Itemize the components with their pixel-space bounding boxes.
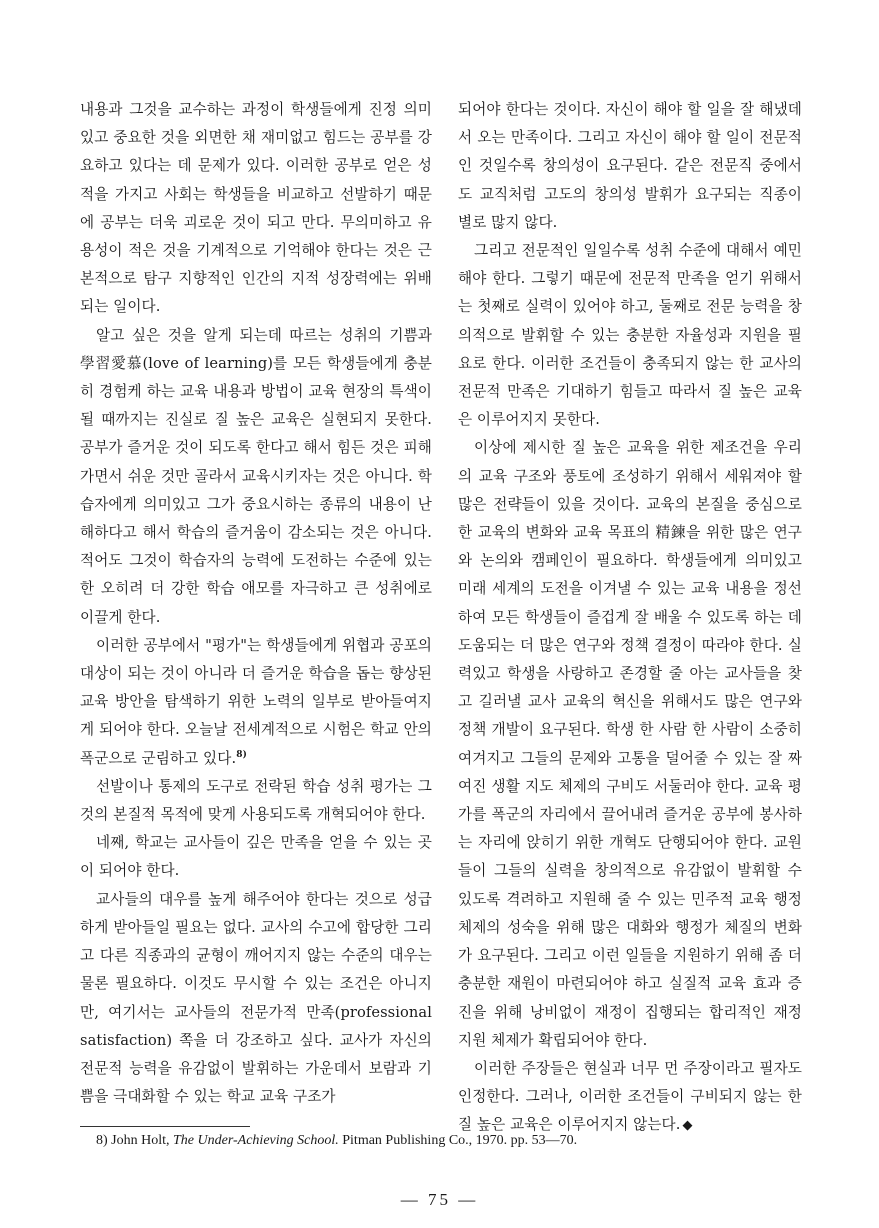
- footnote-reference[interactable]: 8): [236, 749, 247, 760]
- paragraph: [80, 632, 432, 773]
- footnote-author: John Holt,: [111, 1133, 170, 1148]
- paragraph: 알고 싶은 것을 알게 되는데 따르는 성취의 기쁨과 學習愛慕(love of learning)를 모든 학생들에게 충분히 경험케 하는 교육 내용과 방법이 교육 현장의 특색이 될 때까지는 진실로 질 높은 교육은 실현되지 못한다. 공부가 즐거운 것이 되도록 한다고 해서 힘든 것은 피해 가면서 쉬운 것만 골라서 교육시키자는 것은 아니다. 학습자에게 의미있고 그가 중요시하는 종류의 내용이 난해하다고 해서 학습의 즐거움이 감소되는 것은 아니다. 적어도 그것이 학습자의 능력에 도전하는 수준에 있는 한 오히려 더 강한 학습 애모를 자극하고 큰 성취에로 이끌게 한다.: [80, 326, 432, 626]
- footnote: [96, 1131, 816, 1151]
- right-column: [458, 96, 802, 1141]
- footnote-number: 8): [96, 1133, 108, 1148]
- paragraph-text: 이러한 주장들은 현실과 너무 먼 주장이라고 필자도 인정한다. 그러나, 이러한 조건들이 구비되지 않는 한 질 높은 교육은 이루어지지 않는다.: [458, 1059, 802, 1134]
- paragraph: [458, 1055, 802, 1141]
- paragraph: 선발이나 통제의 도구로 전락된 학습 성취 평가는 그것의 본질적 목적에 맞게 사용되도록 개혁되어야 한다.: [80, 777, 432, 824]
- paragraph: 내용과 그것을 교수하는 과정이 학생들에게 진정 의미있고 중요한 것을 외면한 채 재미없고 힘드는 공부를 강요하고 있다는 데 문제가 있다. 이러한 공부로 얻은 성적을 가지고 사회는 학생들을 비교하고 선발하기 때문에 공부는 더욱 괴로운 것이 되고 만다. 무의미하고 유용성이 적은 것을 기계적으로 기억해야 한다는 것은 근본적으로 탐구 지향적인 인간의 지적 성장력에는 위배되는 일이다.: [80, 101, 432, 316]
- paragraph: 네째, 학교는 교사들이 깊은 만족을 얻을 수 있는 곳이 되어야 한다.: [80, 834, 432, 880]
- page-number: — 75 —: [400, 1190, 479, 1209]
- left-column: [80, 96, 432, 1111]
- paragraph-text: 이러한 공부에서 "평가"는 학생들에게 위협과 공포의 대상이 되는 것이 아니라 더 즐거운 학습을 돕는 향상된 교육 방안을 탐색하기 위한 노력의 일부로 받아들여지게 되어야 한다. 오늘날 전세계적으로 시험은 학교 안의 폭군으로 군림하고 있다.: [80, 636, 432, 767]
- paragraph: 되어야 한다는 것이다. 자신이 해야 할 일을 잘 해냈데서 오는 만족이다. 그리고 자신이 해야 할 일이 전문적인 것일수록 창의성이 요구된다. 같은 전문직 중에서도 교직처럼 고도의 창의성 발휘가 요구되는 직종이 별로 많지 않다.: [458, 101, 802, 231]
- footnote-title: The Under-Achieving School.: [173, 1133, 339, 1148]
- end-of-article-diamond-icon: ◆: [682, 1118, 693, 1134]
- paragraph: 이상에 제시한 질 높은 교육을 위한 제조건을 우리의 교육 구조와 풍토에 조성하기 위해서 세워져야 할 많은 전략들이 있을 것이다. 교육의 본질을 중심으로 한 교육의 변화와 교육 목표의 精鍊을 위한 많은 연구와 논의와 캠페인이 필요하다. 학생들에게 의미있고 미래 세계의 도전을 이겨낼 수 있는 교육 내용을 정선하여 모든 학생들이 즐겁게 잘 배울 수 있도록 하는 데 도움되는 더 많은 연구와 정책 결정이 따라야 한다. 실력있고 학생을 사랑하고 존경할 줄 아는 교사들을 찾고 길러낼 교사 교육의 혁신을 위해서도 많은 연구와 정책 개발이 요구된다. 학생 한 사람 한 사람이 소중히 여겨지고 그들의 문제와 고통을 덜어줄 수 있는 잘 짜여진 생활 지도 체제의 구비도 서둘러야 한다. 교육 평가를 폭군의 자리에서 끌어내려 즐거운 공부에 봉사하는 자리에 앉히기 위한 개혁도 단행되어야 한다. 교원들이 그들의 실력을 창의적으로 유감없이 발휘할 수 있도록 격려하고 지원해 줄 수 있는 민주적 교육 행정 체제의 성숙을 위해 많은 대화와 행정가 체질의 변화가 요구된다. 그리고 이런 일들을 지원하기 위해 좀 더 충분한 재원이 마련되어야 하고 실질적 교육 효과 증진을 위해 낭비없이 재정이 집행되는 합리적인 재정 지원 체제가 확립되어야 한다.: [458, 439, 802, 1049]
- paragraph: 그리고 전문적인 일일수록 성취 수준에 대해서 예민해야 한다. 그렇기 때문에 전문적 만족을 얻기 위해서는 첫째로 실력이 있어야 하고, 둘째로 전문 능력을 창의적으로 발휘할 수 있는 충분한 자율성과 지원을 필요로 한다. 이러한 조건들이 충족되지 않는 한 교사의 전문적 만족은 기대하기 힘들고 따라서 질 높은 교육은 이루어지지 못한다.: [458, 242, 802, 429]
- footnote-publisher: Pitman Publishing Co., 1970. pp. 53—70.: [342, 1133, 578, 1148]
- footnote-divider: [80, 1126, 250, 1127]
- paragraph: 교사들의 대우를 높게 해주어야 한다는 것으로 성급하게 받아들일 필요는 없다. 교사의 수고에 합당한 그리고 다른 직종과의 균형이 깨어지지 않는 수준의 대우는 물론 필요하다. 이것도 무시할 수 있는 조건은 아니지만, 여기서는 교사들의 전문가적 만족(professional satisfaction) 쪽을 더 강조하고 싶다. 교사가 자신의 전문적 능력을 유감없이 발휘하는 가운데서 보람과 기쁨을 극대화할 수 있는 학교 교육 구조가: [80, 890, 432, 1106]
